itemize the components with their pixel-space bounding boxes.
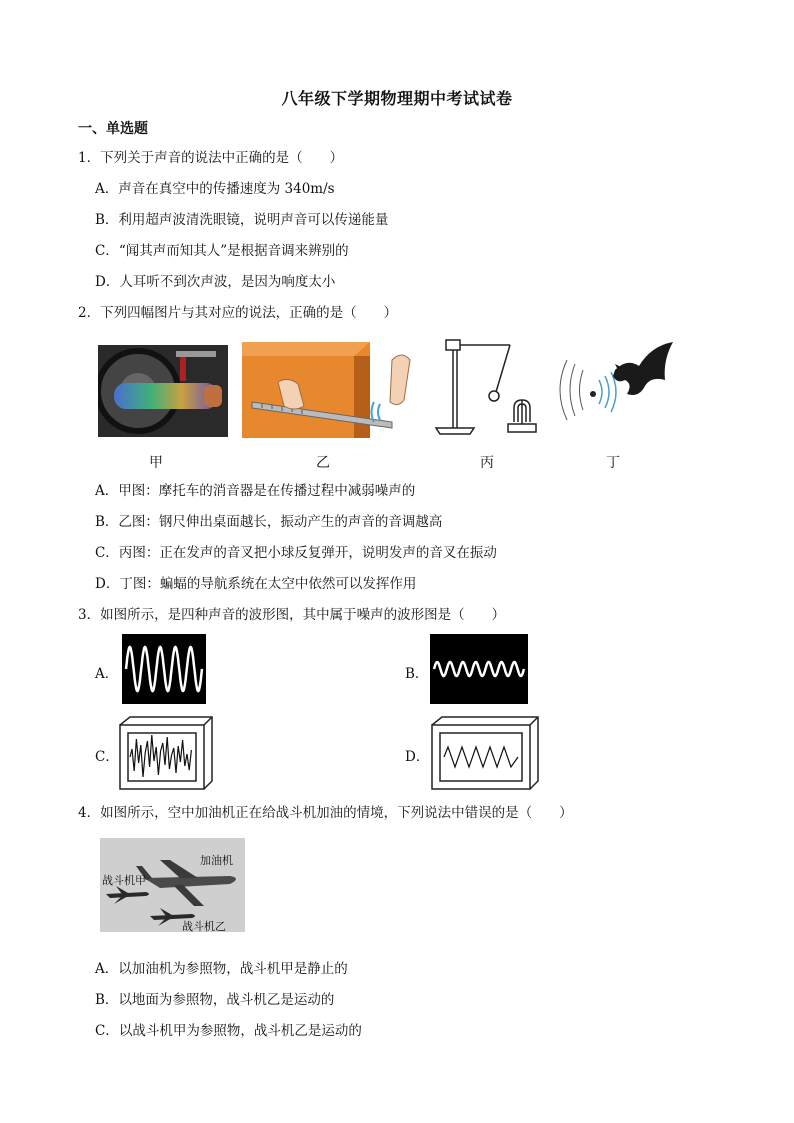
waveform-b-image bbox=[430, 634, 528, 704]
bat-echolocation-image bbox=[555, 340, 677, 440]
question-1-stem: 1．下列关于声音的说法中正确的是（ ） bbox=[78, 150, 344, 166]
question-2-option-d: D．丁图：蝙蝠的导航系统在太空中依然可以发挥作用 bbox=[95, 576, 417, 592]
question-1-option-b: B．利用超声波清洗眼镜，说明声音可以传递能量 bbox=[95, 212, 389, 228]
figure-caption-ding: 丁 bbox=[606, 455, 620, 471]
tanker-label: 加油机 bbox=[200, 854, 233, 867]
question-2-option-a: A．甲图：摩托车的消音器是在传播过程中减弱噪声的 bbox=[95, 483, 416, 499]
waveform-a-image bbox=[122, 634, 206, 704]
waveform-a-label: A． bbox=[95, 666, 119, 682]
question-4-stem: 4．如图所示，空中加油机正在给战斗机加油的情境，下列说法中错误的是（ ） bbox=[78, 805, 573, 821]
figure-caption-yi: 乙 bbox=[316, 455, 330, 471]
motorcycle-muffler-image bbox=[98, 345, 228, 437]
waveform-d-label: D． bbox=[405, 749, 430, 765]
question-4-option-b: B．以地面为参照物，战斗机乙是运动的 bbox=[95, 992, 335, 1008]
figure-caption-bing: 丙 bbox=[480, 455, 494, 471]
page-title: 八年级下学期物理期中考试试卷 bbox=[281, 89, 513, 108]
question-2-stem: 2．下列四幅图片与其对应的说法，正确的是（ ） bbox=[78, 305, 398, 321]
question-1-option-d: D．人耳听不到次声波，是因为响度太小 bbox=[95, 274, 336, 290]
question-1-option-a: A．声音在真空中的传播速度为 340m/s bbox=[95, 181, 335, 197]
waveform-d-image bbox=[430, 715, 540, 791]
question-3-stem: 3．如图所示，是四种声音的波形图，其中属于噪声的波形图是（ ） bbox=[78, 607, 506, 623]
section-heading: 一、单选题 bbox=[78, 121, 148, 137]
question-2-option-c: C．丙图：正在发声的音叉把小球反复弹开，说明发声的音叉在振动 bbox=[95, 545, 497, 561]
tuning-fork-image bbox=[430, 336, 545, 440]
figure-caption-jia: 甲 bbox=[149, 455, 163, 471]
question-2-option-b: B．乙图：钢尺伸出桌面越长，振动产生的声音的音调越高 bbox=[95, 514, 443, 530]
waveform-b-label: B． bbox=[405, 666, 429, 682]
ruler-on-table-image bbox=[242, 342, 422, 438]
waveform-c-label: C． bbox=[95, 749, 119, 765]
question-1-option-c: C．“闻其声而知其人”是根据音调来辨别的 bbox=[95, 243, 349, 259]
fighter-b-label: 战斗机乙 bbox=[182, 920, 226, 932]
waveform-c-image bbox=[118, 715, 214, 791]
question-4-option-a: A．以加油机为参照物，战斗机甲是静止的 bbox=[95, 961, 348, 977]
question-4-option-c: C．以战斗机甲为参照物，战斗机乙是运动的 bbox=[95, 1023, 362, 1039]
aerial-refueling-image bbox=[100, 838, 245, 932]
fighter-a-label: 战斗机甲 bbox=[102, 874, 146, 887]
